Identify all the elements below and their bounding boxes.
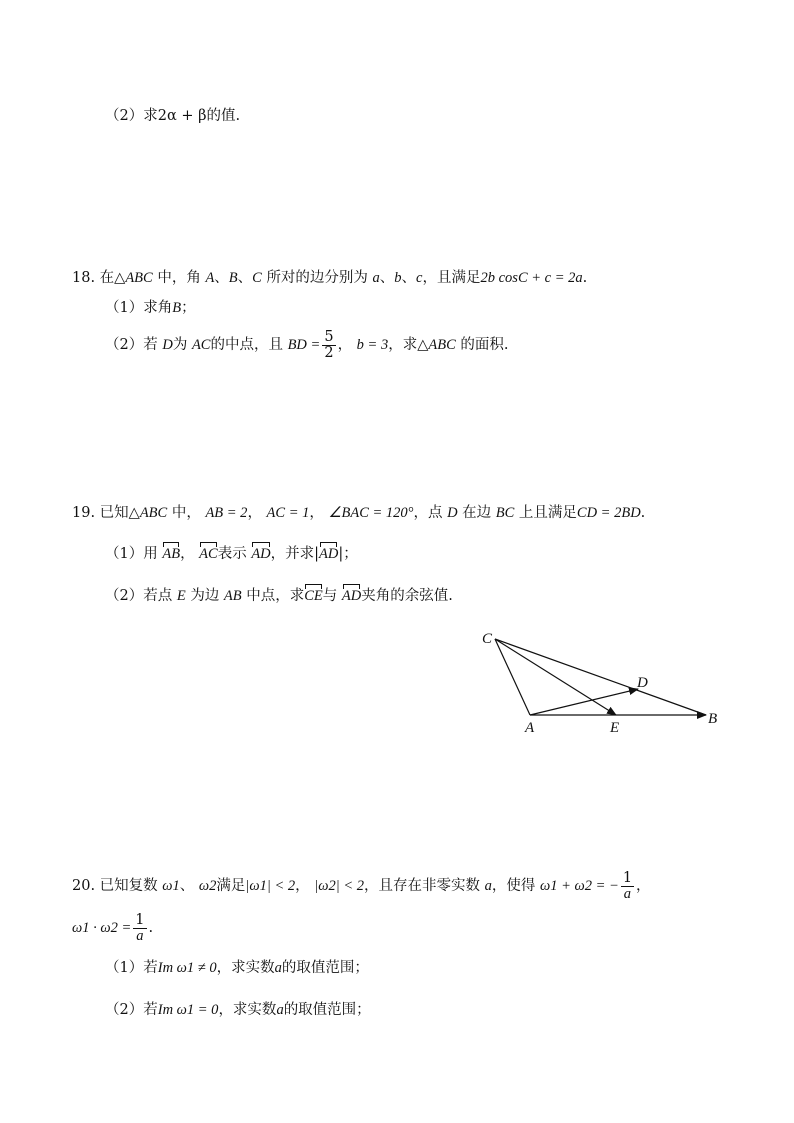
p19-sep: ， xyxy=(180,546,195,562)
p20-var: a xyxy=(484,878,492,894)
p20-part2-text: （2）若 xyxy=(105,1002,158,1018)
fraction-numerator: 5 xyxy=(324,328,334,345)
fraction-numerator: 1 xyxy=(135,911,145,928)
p20-omega1: ω1 xyxy=(162,878,180,894)
p20-var: a xyxy=(276,1002,284,1018)
p18-part2-text: 的中点，且 xyxy=(210,337,283,353)
vector-ad: AD xyxy=(319,546,339,562)
p20-part2-text: 的取值范围； xyxy=(283,1002,371,1018)
p19-part2 xyxy=(105,586,453,606)
p19-text: 已知△ xyxy=(99,505,140,521)
p19-part2-text: 为边 xyxy=(190,588,220,604)
p18-triangle: ABC xyxy=(428,337,456,353)
p19-sep: ， xyxy=(247,505,262,521)
p20-fraction xyxy=(621,871,634,902)
p20-text: . xyxy=(148,920,154,936)
p18-text: . xyxy=(582,270,588,286)
vector-ad: AD xyxy=(341,588,362,604)
p18-part1-text: （1）求角 xyxy=(105,300,173,316)
p18-var: B xyxy=(228,270,238,286)
p18-var: A xyxy=(205,270,215,286)
p20-text: ，且存在非零实数 xyxy=(364,878,480,894)
p18-b-value: b = 3 xyxy=(356,337,389,353)
p18-triangle: ABC xyxy=(125,270,153,286)
p18-var: AC xyxy=(191,337,211,353)
p19-sep: ， xyxy=(309,505,324,521)
p18-var: b xyxy=(394,270,402,286)
p19-stem xyxy=(72,503,645,523)
label-c: C xyxy=(482,631,493,647)
p20-part2-condition: Im ω1 = 0 xyxy=(157,1002,219,1018)
p19-part2-text: 中点，求 xyxy=(246,588,305,604)
p20-part1-text: 的取值范围； xyxy=(281,960,369,976)
p19-triangle: ABC xyxy=(139,505,168,521)
vector-ac: AC xyxy=(199,546,218,562)
p19-part2-text: （2）若点 xyxy=(105,588,173,604)
p18-bd: BD = xyxy=(287,337,321,353)
p19-part1-text: ，并求| xyxy=(270,546,320,562)
p17-part2-text: （2）求2α + β的值. xyxy=(105,108,241,124)
p18-sep: 、 xyxy=(379,270,395,286)
p19-ac: AC = 1 xyxy=(266,505,310,521)
p20-text: ，使得 xyxy=(491,878,536,894)
vector-ce: CE xyxy=(304,588,323,604)
p18-number: 18. xyxy=(72,270,96,286)
p18-part2-text: 为 xyxy=(172,337,188,353)
p19-angle: ∠BAC = 120° xyxy=(328,505,414,521)
p18-stem xyxy=(72,268,587,288)
segment-cb xyxy=(495,639,706,715)
p19-var: D xyxy=(447,505,458,521)
p20-fraction xyxy=(133,913,146,944)
fraction-denominator: 2 xyxy=(324,344,334,361)
p19-part1-text: 表示 xyxy=(217,546,247,562)
p20-omega2: ω2 xyxy=(198,878,217,894)
vector-ad-arrow xyxy=(530,689,638,715)
p19-text: 中， xyxy=(171,505,201,521)
p19-part1-text: |； xyxy=(338,546,358,562)
p18-part2 xyxy=(105,327,508,363)
p19-part2-text: 夹角的余弦值. xyxy=(361,588,453,604)
label-a: A xyxy=(525,720,535,736)
p20-number: 20. xyxy=(72,878,96,894)
p18-text: 所对的边分别为 xyxy=(266,270,368,286)
p19-part2-text: 与 xyxy=(322,588,338,604)
p18-part2-text: （2）若 xyxy=(105,337,158,353)
p20-product: ω1 · ω2 = xyxy=(72,920,132,936)
p18-text: 中，角 xyxy=(157,270,201,286)
p19-ab: AB = 2 xyxy=(205,505,248,521)
p19-text: 在边 xyxy=(462,505,492,521)
p20-sum: ω1 + ω2 = − xyxy=(539,878,619,894)
p19-var: AB xyxy=(223,588,242,604)
p18-var: c xyxy=(416,270,423,286)
fraction-denominator: a xyxy=(136,927,144,944)
p18-sep: 、 xyxy=(237,270,253,286)
p20-stem xyxy=(72,868,651,904)
p20-part2 xyxy=(105,1000,371,1020)
p20-part1-text: （1）若 xyxy=(105,960,158,976)
p20-sep: ， xyxy=(295,878,310,894)
p20-part1 xyxy=(105,958,369,978)
p18-part2-text: 的面积. xyxy=(460,337,509,353)
p19-text: ，点 xyxy=(413,505,443,521)
p20-text: 已知复数 xyxy=(99,878,158,894)
p20-part1-text: ，求实数 xyxy=(216,960,275,976)
vector-ab: AB xyxy=(162,546,181,562)
p20-condition1: |ω1| < 2 xyxy=(245,878,296,894)
p18-var: B xyxy=(172,300,182,316)
p18-var: a xyxy=(372,270,380,286)
p19-part1-text: （1）用 xyxy=(105,546,158,562)
p20-part2-text: ，求实数 xyxy=(218,1002,277,1018)
p19-var: BC xyxy=(495,505,515,521)
label-d: D xyxy=(637,675,648,691)
p19-text: . xyxy=(640,505,646,521)
p20-condition2: |ω2| < 2 xyxy=(314,878,364,894)
p19-var: E xyxy=(176,588,186,604)
p18-part2-text: ， xyxy=(337,337,353,353)
p20-sep: 、 xyxy=(179,878,195,894)
p18-text: 在△ xyxy=(99,270,126,286)
p19-text: 上且满足 xyxy=(518,505,577,521)
p19-condition: CD = 2BD xyxy=(576,505,641,521)
vector-ad: AD xyxy=(251,546,271,562)
p20-text: 满足 xyxy=(216,878,246,894)
label-e: E xyxy=(610,720,620,736)
p18-text: ，且满足 xyxy=(422,270,481,286)
p20-var: a xyxy=(274,960,282,976)
p19-part1 xyxy=(105,544,358,564)
p20-text: ， xyxy=(636,878,651,894)
p18-sep: 、 xyxy=(214,270,229,286)
fraction-numerator: 1 xyxy=(622,869,633,886)
p18-condition: 2b cosC + c = 2a xyxy=(480,270,583,286)
triangle-figure xyxy=(470,622,730,737)
label-b: B xyxy=(708,711,718,727)
p18-part1 xyxy=(105,298,196,318)
p17-part2 xyxy=(105,106,240,126)
p18-var: C xyxy=(252,270,262,286)
fraction-denominator: a xyxy=(623,885,632,902)
p18-sep: 、 xyxy=(401,270,417,286)
p18-var: D xyxy=(162,337,173,353)
p18-part2-text: ，求△ xyxy=(388,337,429,353)
p19-number: 19. xyxy=(72,505,96,521)
p18-fraction xyxy=(322,330,335,361)
p20-stem-line2 xyxy=(72,910,153,946)
p18-part1-text: ； xyxy=(181,300,196,316)
p20-part1-condition: Im ω1 ≠ 0 xyxy=(157,960,217,976)
